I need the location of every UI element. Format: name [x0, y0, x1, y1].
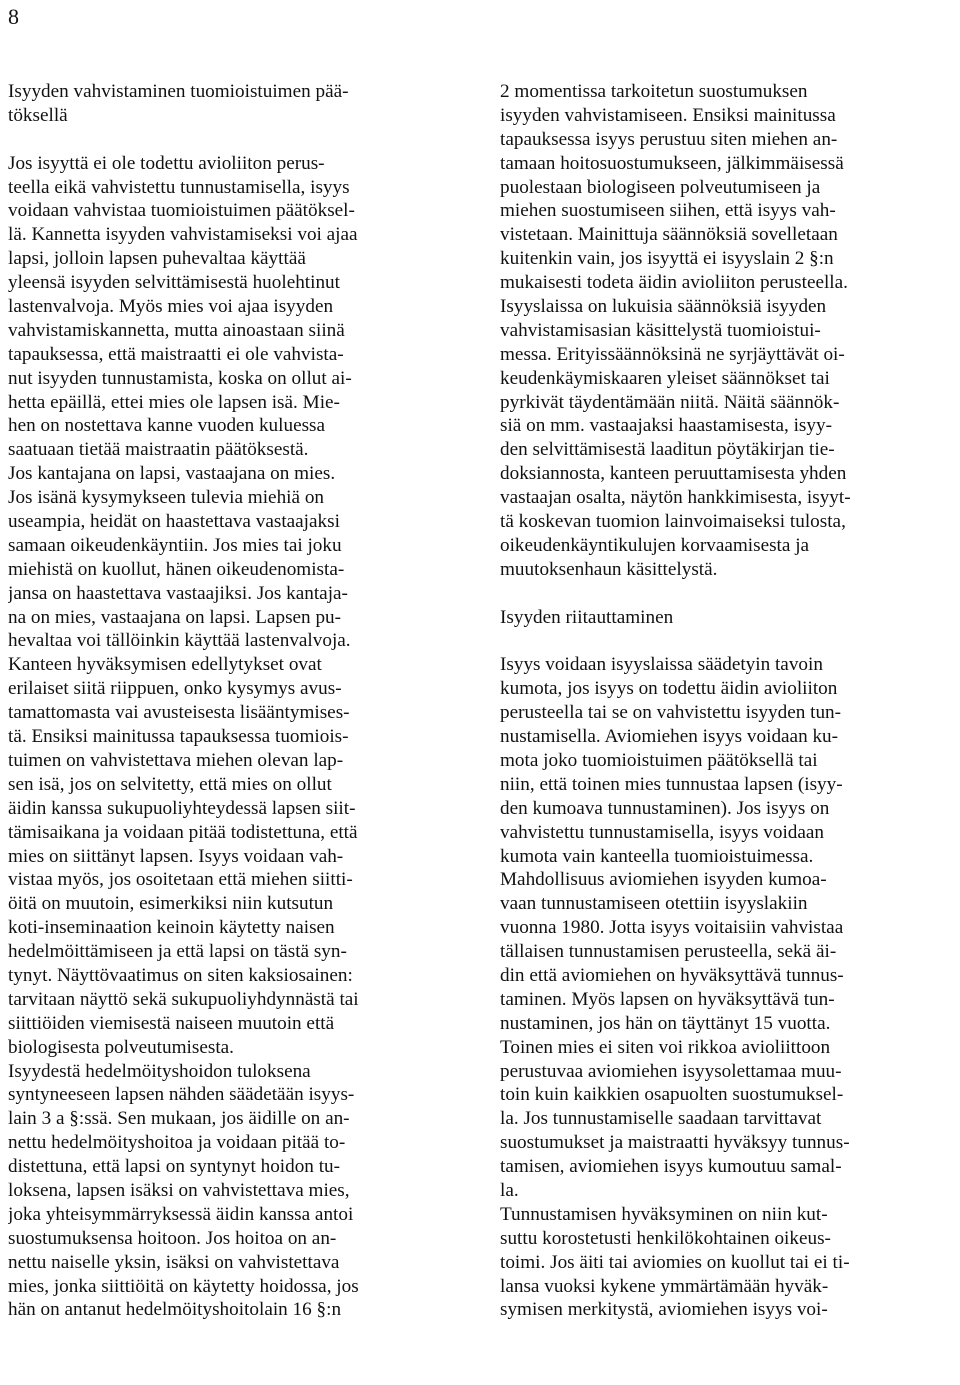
- text-line: vahvistettu tunnustamisella, isyys voidaan: [500, 821, 825, 843]
- blank-line: [500, 582, 958, 606]
- text-line: oikeudenkäyntikulujen korvaamisesta ja: [500, 534, 810, 556]
- text-line: la.: [500, 1179, 519, 1201]
- text-line: Jos kantajana on lapsi, vastaajana on mies.: [8, 463, 336, 485]
- text-line: toimi. Jos äiti tai aviomies on kuollut tai ei ti-: [500, 1251, 850, 1273]
- text-line: Isyydestä hedelmöityshoidon tuloksena: [8, 1060, 311, 1082]
- text-line: perustuvaa aviomiehen isyysolettamaa muu-: [500, 1060, 842, 1082]
- text-line: loksena, lapsen isäksi on vahvistettava mies,: [8, 1179, 350, 1201]
- text-line: 2 momentissa tarkoitetun suostumuksen: [500, 81, 808, 102]
- text-line: distettuna, että lapsi on syntynyt hoidon tu-: [8, 1156, 341, 1178]
- text-line: perusteella tai se on vahvistettu isyyden tun-: [500, 702, 842, 724]
- text-line: miehen suostumiseen siihen, että isyys vah-: [500, 200, 836, 222]
- text-line: lastenvalvoja. Myös mies voi ajaa isyyden: [8, 296, 334, 318]
- text-line: tällaisen tunnustamisen perusteella, sekä äi-: [500, 941, 837, 963]
- text-line: Isyyden riitauttaminen: [500, 606, 674, 628]
- text-line: vahvistamiskannetta, mutta ainoastaan siinä: [8, 319, 345, 341]
- right-column: [500, 80, 958, 1322]
- text-line: mies, jonka siittiöitä on käytetty hoidossa, jos: [8, 1275, 359, 1297]
- text-line: hevaltaa voi tällöinkin käyttää lastenvalvoja.: [8, 630, 351, 652]
- text-line: tä. Ensiksi mainitussa tapauksessa tuomiois-: [8, 726, 349, 748]
- text-line: syntyneeseen lapsen nähden säädetään isyys-: [8, 1084, 355, 1106]
- text-line: mota joko tuomioistuimen päätöksellä tai: [500, 749, 818, 771]
- text-line: suostumukset ja maistraatti hyväksyy tunnus-: [500, 1132, 850, 1154]
- text-line: suostumuksensa hoitoon. Jos hoitoa on an-: [8, 1227, 337, 1249]
- text-line: taminen. Myös lapsen on hyväksyttävä tun-: [500, 988, 835, 1010]
- text-line: nustaminen, jos hän on täyttänyt 15 vuotta.: [500, 1012, 831, 1034]
- text-line: puolestaan biologiseen polveutumiseen ja: [500, 176, 821, 198]
- text-line: siä on mm. vastaajaksi haastamisesta, isyy-: [500, 415, 832, 437]
- text-line: vastaajan osalta, näytön hankkimisesta, isyyt-: [500, 487, 851, 509]
- text-line: Toinen mies ei siten voi rikkoa avioliittoon: [500, 1036, 831, 1058]
- text-line: den selvittämisestä laaditun pöytäkirjan tie-: [500, 439, 835, 461]
- text-line: useampia, heidät on haastettava vastaajaksi: [8, 511, 340, 533]
- text-line: messa. Erityissäännöksinä ne syrjäyttävät oi-: [500, 343, 845, 365]
- text-line: tamaan hoitosuostumukseen, jälkimmäisessä: [500, 152, 844, 174]
- text-line: samaan oikeudenkäyntiin. Jos mies tai joku: [8, 534, 342, 556]
- text-line: öitä on muutoin, esimerkiksi niin kutsutun: [8, 893, 334, 915]
- text-line: Tunnustamisen hyväksyminen on niin kut-: [500, 1203, 828, 1225]
- text-line: vaan tunnustamiseen otettiin isyyslakiin: [500, 893, 808, 915]
- text-line: lansa vuoksi kykene ymmärtämään hyväk-: [500, 1275, 829, 1297]
- text-line: tapauksessa, että maistraatti ei ole vahvista-: [8, 343, 344, 365]
- text-line: mies on siittänyt lapsen. Isyys voidaan vah-: [8, 845, 344, 867]
- text-line: biologisesta polveutumisesta.: [8, 1036, 234, 1058]
- text-line: sen isä, jos on selvitetty, että mies on ollut: [8, 773, 332, 795]
- left-column: [8, 80, 466, 1322]
- text-line: äidin kanssa sukupuoliyhteydessä lapsen siit-: [8, 797, 356, 819]
- text-line: lapsi, jolloin lapsen puhevaltaa käyttää: [8, 248, 306, 270]
- text-line: tamisen, aviomiehen isyys kumoutuu samal-: [500, 1156, 842, 1178]
- text-line: isyyden vahvistamiseen. Ensiksi mainitussa: [500, 104, 836, 126]
- text-line: la. Jos tunnustamiselle saadaan tarvittavat: [500, 1108, 822, 1130]
- text-line: Isyyden vahvistaminen tuomioistuimen pää-: [8, 81, 349, 102]
- text-line: tämisaikana ja voidaan pitää todistettuna, että: [8, 821, 358, 843]
- text-line: vahvistamisasian käsittelystä tuomioistui-: [500, 319, 821, 341]
- text-line: vistaa myös, jos osoitetaan että miehen siitti-: [8, 869, 353, 891]
- text-line: Kanteen hyväksymisen edellytykset ovat: [8, 654, 322, 676]
- text-line: yleensä isyyden selvittämisestä huolehtinut: [8, 272, 340, 294]
- text-line: pyrkivät täydentämään niitä. Näitä säännök-: [500, 391, 840, 413]
- text-line: nustamisella. Aviomiehen isyys voidaan ku-: [500, 726, 839, 748]
- text-line: vistetaan. Mainittuja säännöksiä sovelletaan: [500, 224, 838, 246]
- text-line: tapauksessa isyys perustuu siten miehen an-: [500, 128, 838, 150]
- text-line: muutoksenhaun käsittelystä.: [500, 558, 718, 580]
- text-line: voidaan vahvistaa tuomioistuimen päätöksel-: [8, 200, 355, 222]
- text-line: nettu hedelmöityshoitoa ja voidaan pitää to-: [8, 1132, 346, 1154]
- text-line: erilaiset siitä riippuen, onko kysymys avus-: [8, 678, 342, 700]
- text-line: nettu naiselle yksin, isäksi on vahvistettava: [8, 1251, 340, 1273]
- text-line: vuonna 1980. Jotta isyys voitaisiin vahvistaa: [500, 917, 844, 939]
- text-line: symisen merkitystä, aviomiehen isyys voi-: [500, 1299, 828, 1321]
- text-line: nut isyyden tunnustamista, koska on ollut ai-: [8, 367, 352, 389]
- text-line: tarvitaan näyttö sekä sukupuoliyhdynnästä tai: [8, 988, 359, 1010]
- text-line: kumota, jos isyys on todettu äidin avioliiton: [500, 678, 838, 700]
- blank-line: [500, 629, 958, 653]
- text-line: miehistä on kuollut, hänen oikeudenomista-: [8, 558, 345, 580]
- text-line: din että aviomiehen on hyväksyttävä tunnus-: [500, 964, 844, 986]
- text-line: hen on nostettava kanne vuoden kuluessa: [8, 415, 326, 437]
- text-line: tynyt. Näyttövaatimus on siten kaksiosainen:: [8, 964, 353, 986]
- text-line: keudenkäymiskaaren yleiset säännökset tai: [500, 367, 830, 389]
- text-line: kumota vain kanteella tuomioistuimessa.: [500, 845, 814, 867]
- text-line: tuimen on vahvistettava miehen olevan lap-: [8, 749, 344, 771]
- text-line: Mahdollisuus aviomiehen isyyden kumoa-: [500, 869, 827, 891]
- text-line: saatuaan tietää maistraatin päätöksestä.: [8, 439, 309, 461]
- page-number: 8: [8, 4, 19, 29]
- text-line: hedelmöittämiseen ja että lapsi on tästä syn-: [8, 941, 347, 963]
- text-line: kuitenkin vain, jos isyyttä ei isyyslain 2 §:n: [500, 248, 834, 270]
- text-line: niin, että toinen mies tunnustaa lapsen (isyy-: [500, 773, 843, 795]
- text-line: na on mies, vastaajana on lapsi. Lapsen pu-: [8, 606, 342, 628]
- text-line: jansa on haastettava vastaajiksi. Jos kantaja-: [8, 582, 348, 604]
- text-line: den kumoava tunnustaminen). Jos isyys on: [500, 797, 830, 819]
- text-line: hän on antanut hedelmöityshoitolain 16 §:n: [8, 1299, 342, 1321]
- text-line: mukaisesti todeta äidin avioliiton perusteella.: [500, 272, 848, 294]
- text-line: joka yhteisymmärryksessä äidin kanssa antoi: [8, 1203, 354, 1225]
- text-line: siittiöiden viemisestä naiseen muutoin että: [8, 1012, 335, 1034]
- text-line: töksellä: [8, 104, 68, 126]
- text-line: Jos isänä kysymykseen tulevia miehiä on: [8, 487, 325, 509]
- text-line: lain 3 a §:ssä. Sen mukaan, jos äidille on an-: [8, 1108, 350, 1130]
- text-line: toin kuin kaikkien osapuolten suostumuksel-: [500, 1084, 844, 1106]
- text-line: tä koskevan tuomion lainvoimaiseksi tulosta,: [500, 511, 846, 533]
- text-line: lä. Kannetta isyyden vahvistamiseksi voi ajaa: [8, 224, 358, 246]
- text-line: doksiannosta, kanteen peruuttamisesta yhden: [500, 463, 847, 485]
- text-line: Isyyslaissa on lukuisia säännöksiä isyyden: [500, 296, 827, 318]
- text-line: tamattomasta vai avusteisesta lisääntymises-: [8, 702, 350, 724]
- text-line: koti-inseminaation keinoin käytetty naisen: [8, 917, 335, 939]
- text-line: Jos isyyttä ei ole todettu avioliiton perus-: [8, 152, 325, 174]
- blank-line: [8, 128, 466, 152]
- text-line: hetta epäillä, ettei mies ole lapsen isä. Mie-: [8, 391, 340, 413]
- text-line: teella eikä vahvistettu tunnustamisella, isyys: [8, 176, 350, 198]
- text-line: suttu korostetusti henkilökohtainen oikeus-: [500, 1227, 831, 1249]
- text-line: Isyys voidaan isyyslaissa säädetyin tavoin: [500, 654, 823, 676]
